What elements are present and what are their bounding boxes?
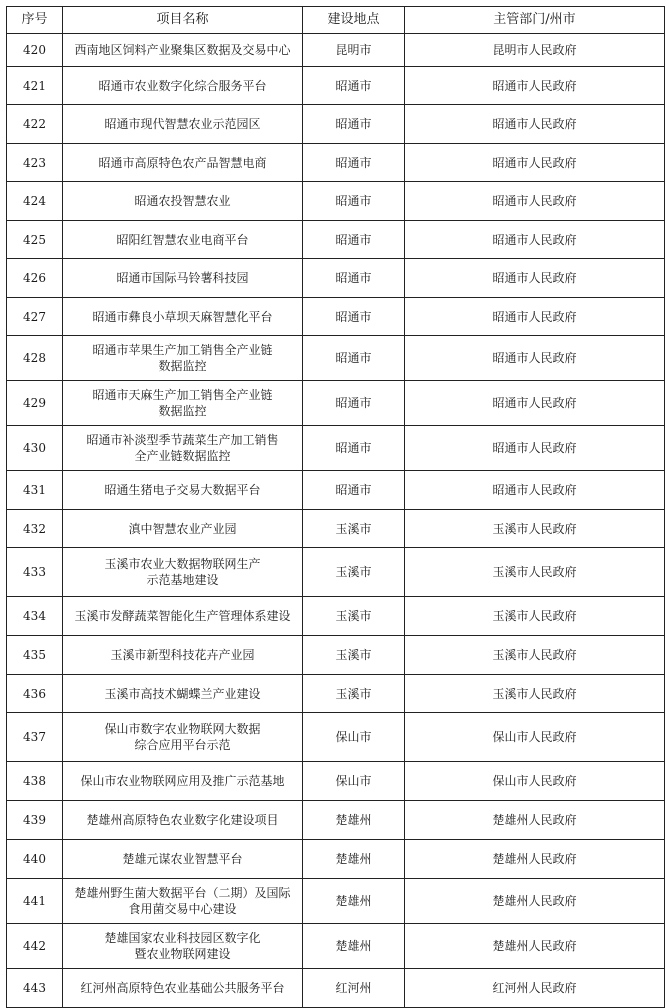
cell-construction-site: 保山市 — [303, 762, 405, 801]
cell-project-name: 昭通市高原特色农产品智慧电商 — [63, 144, 303, 182]
cell-department: 昭通市人民政府 — [405, 298, 665, 336]
cell-department: 玉溪市人民政府 — [405, 510, 665, 548]
cell-project-name: 玉溪市发酵蔬菜智能化生产管理体系建设 — [63, 597, 303, 636]
table-row — [7, 221, 665, 259]
cell-construction-site: 玉溪市 — [303, 510, 405, 548]
table-row — [7, 426, 665, 471]
cell-serial-number: 435 — [7, 636, 63, 675]
cell-department: 昭通市人民政府 — [405, 105, 665, 144]
cell-department: 玉溪市人民政府 — [405, 548, 665, 597]
table-row — [7, 675, 665, 713]
cell-project-name: 玉溪市新型科技花卉产业园 — [63, 636, 303, 675]
cell-department: 昆明市人民政府 — [405, 34, 665, 67]
cell-project-name: 玉溪市高技术蝴蝶兰产业建设 — [63, 675, 303, 713]
table-row — [7, 548, 665, 597]
cell-serial-number: 439 — [7, 801, 63, 840]
cell-department: 昭通市人民政府 — [405, 381, 665, 426]
cell-project-name: 楚雄国家农业科技园区数字化 暨农业物联网建设 — [63, 924, 303, 969]
cell-construction-site: 昭通市 — [303, 336, 405, 381]
cell-department: 楚雄州人民政府 — [405, 840, 665, 879]
table-row — [7, 510, 665, 548]
cell-department: 昭通市人民政府 — [405, 259, 665, 298]
cell-department: 昭通市人民政府 — [405, 336, 665, 381]
table-row — [7, 762, 665, 801]
cell-department: 昭通市人民政府 — [405, 67, 665, 105]
cell-construction-site: 红河州 — [303, 969, 405, 1008]
table-row — [7, 67, 665, 105]
table-row — [7, 636, 665, 675]
cell-serial-number: 426 — [7, 259, 63, 298]
cell-project-name: 昭通市农业数字化综合服务平台 — [63, 67, 303, 105]
cell-department: 保山市人民政府 — [405, 713, 665, 762]
cell-project-name: 昭通市天麻生产加工销售全产业链 数据监控 — [63, 381, 303, 426]
table-row — [7, 381, 665, 426]
cell-serial-number: 443 — [7, 969, 63, 1008]
cell-project-name: 昭通生猪电子交易大数据平台 — [63, 471, 303, 510]
cell-serial-number: 441 — [7, 879, 63, 924]
cell-construction-site: 昭通市 — [303, 381, 405, 426]
table-row — [7, 471, 665, 510]
cell-construction-site: 楚雄州 — [303, 801, 405, 840]
cell-project-name: 楚雄州野生菌大数据平台（二期）及国际 食用菌交易中心建设 — [63, 879, 303, 924]
table-row — [7, 597, 665, 636]
cell-construction-site: 昭通市 — [303, 67, 405, 105]
table-row — [7, 840, 665, 879]
cell-serial-number: 436 — [7, 675, 63, 713]
cell-serial-number: 424 — [7, 182, 63, 221]
table-row — [7, 144, 665, 182]
cell-department: 昭通市人民政府 — [405, 426, 665, 471]
project-table — [6, 6, 665, 1008]
table-row — [7, 259, 665, 298]
cell-department: 玉溪市人民政府 — [405, 636, 665, 675]
cell-project-name: 保山市农业物联网应用及推广示范基地 — [63, 762, 303, 801]
cell-serial-number: 434 — [7, 597, 63, 636]
cell-department: 楚雄州人民政府 — [405, 924, 665, 969]
table-row — [7, 969, 665, 1008]
cell-construction-site: 楚雄州 — [303, 924, 405, 969]
cell-construction-site: 昭通市 — [303, 144, 405, 182]
table-row — [7, 336, 665, 381]
cell-construction-site: 昭通市 — [303, 182, 405, 221]
cell-construction-site: 保山市 — [303, 713, 405, 762]
project-table-container — [6, 6, 664, 1008]
cell-project-name: 昭通市国际马铃薯科技园 — [63, 259, 303, 298]
cell-serial-number: 427 — [7, 298, 63, 336]
table-row — [7, 801, 665, 840]
header-department: 主管部门/州市 — [405, 7, 665, 34]
cell-serial-number: 442 — [7, 924, 63, 969]
cell-construction-site: 昭通市 — [303, 426, 405, 471]
cell-department: 玉溪市人民政府 — [405, 597, 665, 636]
cell-project-name: 楚雄元谋农业智慧平台 — [63, 840, 303, 879]
cell-project-name: 昭通市彝良小草坝天麻智慧化平台 — [63, 298, 303, 336]
cell-construction-site: 昆明市 — [303, 34, 405, 67]
table-row — [7, 879, 665, 924]
cell-construction-site: 昭通市 — [303, 105, 405, 144]
cell-serial-number: 432 — [7, 510, 63, 548]
cell-construction-site: 楚雄州 — [303, 840, 405, 879]
cell-department: 昭通市人民政府 — [405, 471, 665, 510]
cell-construction-site: 昭通市 — [303, 259, 405, 298]
cell-construction-site: 昭通市 — [303, 471, 405, 510]
cell-construction-site: 昭通市 — [303, 221, 405, 259]
header-project-name: 项目名称 — [63, 7, 303, 34]
cell-serial-number: 425 — [7, 221, 63, 259]
cell-department: 红河州人民政府 — [405, 969, 665, 1008]
cell-department: 昭通市人民政府 — [405, 144, 665, 182]
cell-serial-number: 421 — [7, 67, 63, 105]
cell-construction-site: 玉溪市 — [303, 636, 405, 675]
cell-project-name: 昭通市补淡型季节蔬菜生产加工销售 全产业链数据监控 — [63, 426, 303, 471]
table-header-row — [7, 7, 665, 34]
cell-project-name: 滇中智慧农业产业园 — [63, 510, 303, 548]
cell-construction-site: 玉溪市 — [303, 597, 405, 636]
table-row — [7, 713, 665, 762]
cell-construction-site: 玉溪市 — [303, 548, 405, 597]
cell-serial-number: 422 — [7, 105, 63, 144]
cell-construction-site: 昭通市 — [303, 298, 405, 336]
cell-construction-site: 楚雄州 — [303, 879, 405, 924]
cell-project-name: 昭通市现代智慧农业示范园区 — [63, 105, 303, 144]
cell-project-name: 昭通农投智慧农业 — [63, 182, 303, 221]
cell-serial-number: 428 — [7, 336, 63, 381]
cell-project-name: 玉溪市农业大数据物联网生产 示范基地建设 — [63, 548, 303, 597]
cell-project-name: 楚雄州高原特色农业数字化建设项目 — [63, 801, 303, 840]
cell-project-name: 保山市数字农业物联网大数据 综合应用平台示范 — [63, 713, 303, 762]
table-row — [7, 182, 665, 221]
cell-department: 昭通市人民政府 — [405, 221, 665, 259]
cell-serial-number: 438 — [7, 762, 63, 801]
header-serial-number: 序号 — [7, 7, 63, 34]
cell-serial-number: 420 — [7, 34, 63, 67]
table-row — [7, 34, 665, 67]
cell-serial-number: 440 — [7, 840, 63, 879]
cell-serial-number: 433 — [7, 548, 63, 597]
cell-serial-number: 437 — [7, 713, 63, 762]
cell-department: 保山市人民政府 — [405, 762, 665, 801]
cell-serial-number: 431 — [7, 471, 63, 510]
table-row — [7, 924, 665, 969]
cell-project-name: 红河州高原特色农业基础公共服务平台 — [63, 969, 303, 1008]
cell-project-name: 西南地区饲料产业聚集区数据及交易中心 — [63, 34, 303, 67]
cell-construction-site: 玉溪市 — [303, 675, 405, 713]
table-row — [7, 298, 665, 336]
cell-department: 玉溪市人民政府 — [405, 675, 665, 713]
cell-project-name: 昭通市苹果生产加工销售全产业链 数据监控 — [63, 336, 303, 381]
cell-project-name: 昭阳红智慧农业电商平台 — [63, 221, 303, 259]
cell-serial-number: 423 — [7, 144, 63, 182]
table-row — [7, 105, 665, 144]
cell-serial-number: 430 — [7, 426, 63, 471]
header-construction-site: 建设地点 — [303, 7, 405, 34]
cell-department: 楚雄州人民政府 — [405, 879, 665, 924]
cell-department: 昭通市人民政府 — [405, 182, 665, 221]
cell-serial-number: 429 — [7, 381, 63, 426]
cell-department: 楚雄州人民政府 — [405, 801, 665, 840]
